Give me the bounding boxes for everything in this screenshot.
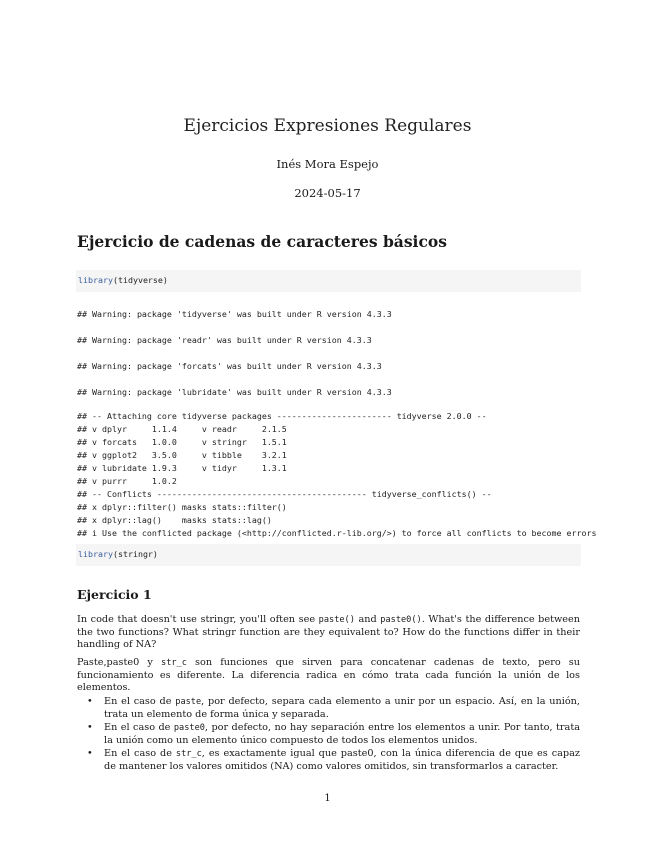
subsection-heading: Ejercicio 1 <box>77 587 152 602</box>
console-output-line: ## v forcats 1.0.0 v stringr 1.5.1 <box>77 437 287 447</box>
console-output-line: ## v ggplot2 3.5.0 v tibble 3.2.1 <box>77 450 287 460</box>
list-item: • En el caso de paste, por defecto, separa cada elemento a unir por un espacio. Así, en la unión, trata un elemento de forma única y separada. <box>87 696 580 720</box>
page-number: 1 <box>324 793 331 804</box>
console-output-line: ## -- Attaching core tidyverse packages ----------------------- tidyverse 2.0.0 -- <box>77 411 487 421</box>
inline-code: str_c <box>161 658 187 668</box>
list-item: • En el caso de str_c, es exactamente igual que paste0, con la única diferencia de que es capaz de mantener los valores omitidos (NA) como valores omitidos, sin transformarlos a caracter. <box>87 748 580 772</box>
document-date: 2024-05-17 <box>294 186 361 200</box>
document-author: Inés Mora Espejo <box>276 157 379 171</box>
code-line <box>78 549 158 559</box>
code-chunk-library-stringr <box>76 544 581 566</box>
answer-paragraph: Paste,paste0 y str_c son funciones que sirven para concatenar cadenas de texto, pero su funcionamiento es diferente. La diferencia radica en cómo trata cada función la unión de los elementos. <box>77 657 580 694</box>
console-output-line: ## v lubridate 1.9.3 v tidyr 1.3.1 <box>77 463 287 473</box>
warning-output: ## Warning: package 'lubridate' was built under R version 4.3.3 <box>77 387 392 397</box>
code-line <box>78 275 168 285</box>
bullet-icon: • <box>87 748 93 760</box>
warning-output: ## Warning: package 'forcats' was built under R version 4.3.3 <box>77 361 382 371</box>
inline-code: paste0() <box>380 615 422 625</box>
bullet-icon: • <box>87 696 93 707</box>
console-output-line: ## v purrr 1.0.2 <box>77 476 177 486</box>
console-output-line: ## -- Conflicts ------------------------------------------ tidyverse_conflicts() -- <box>77 489 492 499</box>
code-chunk-library-tidyverse <box>76 270 581 292</box>
inline-code: paste() <box>318 615 355 625</box>
inline-code: str_c <box>175 749 202 760</box>
inline-code: paste0 <box>173 723 205 734</box>
console-output-line: ## x dplyr::lag() masks stats::lag() <box>77 515 272 525</box>
inline-code: paste <box>175 697 202 707</box>
console-output-line: ## v dplyr 1.1.4 v readr 2.1.5 <box>77 424 287 434</box>
bullet-icon: • <box>87 722 93 734</box>
warning-output: ## Warning: package 'tidyverse' was built under R version 4.3.3 <box>77 309 392 319</box>
console-output-line: ## i Use the conflicted package (<http://conflicted.r-lib.org/>) to force all conflicts to become errors <box>77 528 597 538</box>
code-args: (stringr) <box>112 549 158 559</box>
list-item: • En el caso de paste0, por defecto, no hay separación entre los elementos a unir. Por tanto, trata la unión como un elemento único compuesto de todos los elementos unidos. <box>87 722 580 746</box>
question-paragraph: In code that doesn't use stringr, you'll often see paste() and paste0(). What's the difference between the two functions? What stringr function are they equivalent to? How do the functions differ in their handling of NA? <box>77 614 581 651</box>
code-function: library <box>78 549 113 559</box>
bullet-list <box>77 696 580 775</box>
code-args: (tidyverse) <box>112 275 168 285</box>
section-heading: Ejercicio de cadenas de caracteres básicos <box>77 232 447 251</box>
code-function: library <box>78 275 113 285</box>
console-output-line: ## x dplyr::filter() masks stats::filter() <box>77 502 287 512</box>
document-title: Ejercicios Expresiones Regulares <box>183 116 472 136</box>
warning-output: ## Warning: package 'readr' was built under R version 4.3.3 <box>77 335 372 345</box>
